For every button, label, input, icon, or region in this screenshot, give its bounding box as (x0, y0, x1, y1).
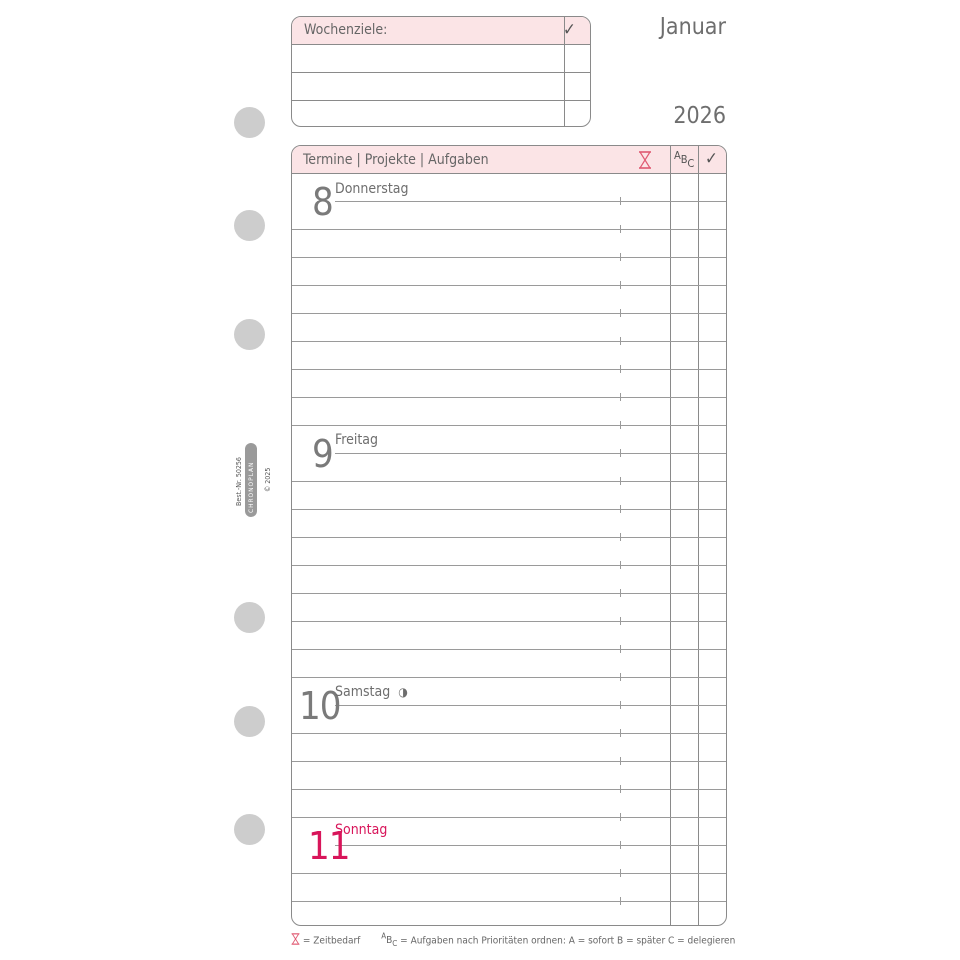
time-tick (620, 897, 621, 905)
abc-b: B (680, 153, 688, 166)
priority-abc-icon (674, 149, 695, 170)
entry-line[interactable] (292, 677, 726, 678)
abc-legend: = Aufgaben nach Prioritäten ordnen: A = sofort B = später C = delegieren (400, 935, 736, 947)
day-name (335, 684, 408, 700)
time-tick (620, 505, 621, 513)
time-tick (620, 365, 621, 373)
time-tick (620, 701, 621, 709)
day-number: 9 (312, 432, 333, 476)
appointments-table (291, 145, 727, 926)
brand-logo: CHRONOPLAN (247, 461, 255, 513)
entry-line[interactable] (292, 481, 726, 482)
weekly-goal-row[interactable] (292, 45, 590, 73)
done-column (698, 146, 699, 925)
entry-line[interactable] (292, 565, 726, 566)
footer-legend (291, 932, 735, 948)
time-tick (620, 225, 621, 233)
time-tick (620, 253, 621, 261)
time-tick (620, 645, 621, 653)
time-tick (620, 869, 621, 877)
day-name-text: Samstag (335, 684, 391, 700)
abc-a: A (674, 149, 681, 162)
day-number: 8 (312, 180, 333, 224)
time-tick (620, 449, 621, 457)
entry-line[interactable] (292, 817, 726, 818)
time-tick (620, 533, 621, 541)
time-tick (620, 337, 621, 345)
entry-line[interactable] (292, 229, 726, 230)
hourglass-icon (638, 151, 652, 169)
hourglass-legend: = Zeitbedarf (302, 935, 361, 947)
entry-line[interactable] (292, 509, 726, 510)
table-header-label: Termine | Projekte | Aufgaben (303, 152, 489, 168)
punch-hole (234, 107, 265, 138)
time-tick (620, 589, 621, 597)
weekly-goals-label: Wochenziele: (304, 22, 388, 38)
day-name: Sonntag (335, 822, 388, 838)
time-tick (620, 561, 621, 569)
time-tick (620, 925, 621, 926)
time-tick (620, 785, 621, 793)
entry-line[interactable] (292, 649, 726, 650)
abc-a: A (381, 932, 387, 941)
weekly-goal-row[interactable] (292, 73, 590, 101)
month-title: Januar (659, 14, 726, 40)
entry-line[interactable] (292, 789, 726, 790)
abc-b: B (386, 935, 393, 947)
entry-line[interactable] (292, 397, 726, 398)
entry-line[interactable] (292, 537, 726, 538)
entry-line[interactable] (292, 341, 726, 342)
time-tick (620, 421, 621, 429)
time-tick (620, 309, 621, 317)
entry-line[interactable] (292, 593, 726, 594)
entry-line[interactable] (292, 901, 726, 902)
time-tick (620, 757, 621, 765)
entry-line[interactable] (292, 257, 726, 258)
check-icon: ✓ (563, 20, 576, 40)
order-number: Best.-Nr. 50256 (235, 457, 243, 506)
table-header (292, 146, 726, 174)
weekly-goals-box (291, 16, 591, 127)
check-icon: ✓ (705, 149, 718, 169)
time-tick (620, 729, 621, 737)
time-tick (620, 813, 621, 821)
entry-line[interactable] (292, 621, 726, 622)
punch-hole (234, 602, 265, 633)
entry-line[interactable] (335, 705, 726, 706)
weekly-goals-header (292, 17, 590, 45)
entry-line[interactable] (292, 369, 726, 370)
abc-c: C (687, 157, 695, 170)
entry-line[interactable] (292, 873, 726, 874)
day-name: Freitag (335, 432, 378, 448)
day-number: 10 (299, 684, 341, 728)
hourglass-icon (291, 933, 300, 945)
copyright: © 2025 (264, 467, 272, 492)
time-tick (620, 477, 621, 485)
entry-line[interactable] (292, 313, 726, 314)
goals-check-column (564, 17, 565, 126)
year-title: 2026 (673, 103, 726, 129)
punch-hole (234, 814, 265, 845)
time-tick (620, 393, 621, 401)
punch-hole (234, 210, 265, 241)
priority-column (670, 146, 671, 925)
abc-legend-icon (381, 932, 398, 949)
entry-line[interactable] (335, 453, 726, 454)
entry-line[interactable] (292, 761, 726, 762)
entry-line[interactable] (335, 201, 726, 202)
time-tick (620, 617, 621, 625)
entry-line[interactable] (335, 845, 726, 846)
day-name: Donnerstag (335, 181, 409, 197)
punch-hole (234, 706, 265, 737)
time-tick (620, 673, 621, 681)
day-number: 11 (308, 824, 350, 868)
time-tick (620, 197, 621, 205)
moon-phase-icon: ◑ (398, 685, 408, 699)
entry-line[interactable] (292, 285, 726, 286)
time-tick (620, 281, 621, 289)
abc-c: C (392, 939, 398, 949)
weekly-goal-row[interactable] (292, 101, 590, 127)
entry-line[interactable] (292, 733, 726, 734)
time-tick (620, 841, 621, 849)
punch-hole (234, 319, 265, 350)
entry-line[interactable] (292, 425, 726, 426)
